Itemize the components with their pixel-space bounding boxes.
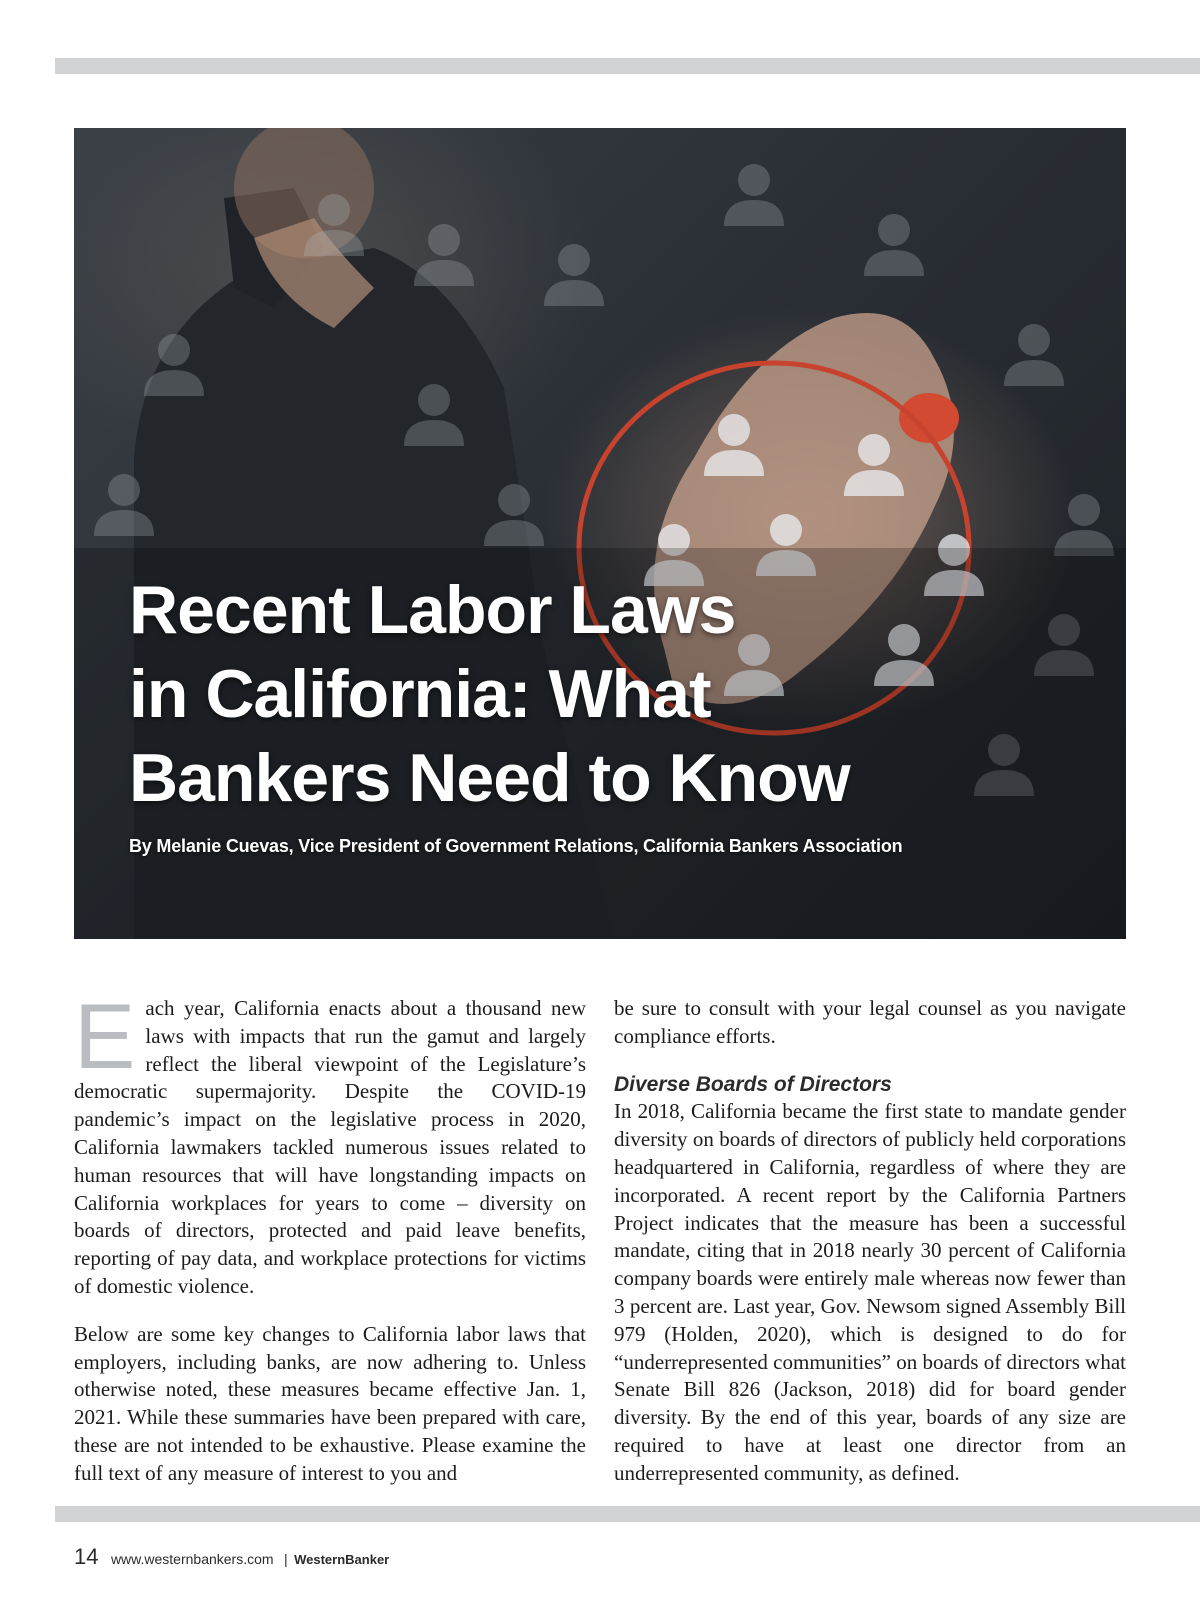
title-line-2: in California: What xyxy=(129,656,711,732)
hero-photo xyxy=(74,128,1126,939)
article-paragraph: Below are some key changes to California labor laws that employers, including banks, are now adhering to. Unless otherwise noted, these measures became effective Jan. 1, 2021. While these summaries have been prepared with care, these are not intended to be exhaustive. Please examine the full text of any measure of interest to you and xyxy=(74,1321,586,1485)
magazine-name: WesternBanker xyxy=(294,1552,390,1567)
website-link[interactable]: www.westernbankers.com xyxy=(110,1551,274,1567)
bottom-rule xyxy=(55,1506,1200,1522)
byline: By Melanie Cuevas, Vice President of Government Relations, California Bankers Association xyxy=(129,836,903,856)
title-line-1: Recent Labor Laws xyxy=(129,572,736,648)
article-title xyxy=(129,568,889,820)
article-paragraph: In 2018, California became the first state to mandate gender diversity on boards of directors of publicly held corporations headquartered in California, regardless of where they are incorporated. A recent report by the California Partners Project indicates that the measure has been a successful mandate, citing that in 2018 nearly 30 percent of California company boards were entirely male whereas now fewer than 3 percent are. Last year, Gov. Newsom signed Assembly Bill 979 (Holden, 2020), which is designed to do for “underrepresented communities” on boards of directors what Senate Bill 826 (Jackson, 2018) did for board gender diversity. By the end of this year, boards of any size are required to have at least one director from an underrepresented community, as defined. xyxy=(614,1099,1126,1485)
page-number: 14 xyxy=(74,1544,99,1569)
title-line-3: Bankers Need to Know xyxy=(129,740,850,816)
article-paragraph: be sure to consult with your legal counsel as you navigate compliance efforts. xyxy=(614,996,1126,1048)
article-paragraph xyxy=(74,986,586,1301)
article-column-left xyxy=(74,986,586,1488)
paragraph-text: ach year, California enacts about a thousand new laws with impacts that run the gamut and largely reflect the liberal viewpoint of the Legislature’s democratic supermajority. Despite the COVID-19 pandemic’s impact on the legislative process in 2020, California lawmakers tackled numerous issues related to human resources that will have longstanding impacts on California workplaces for years to come – diversity on boards of directors, protected and paid leave benefits, reporting of pay data, and workplace protections for victims of domestic violence. xyxy=(74,996,586,1298)
section-heading: Diverse Boards of Directors xyxy=(614,1072,892,1096)
top-rule xyxy=(55,58,1200,74)
page-footer xyxy=(74,1544,389,1570)
footer-separator: | xyxy=(284,1551,288,1567)
article-column-right xyxy=(614,995,1126,1488)
drop-cap: E xyxy=(74,986,136,1088)
